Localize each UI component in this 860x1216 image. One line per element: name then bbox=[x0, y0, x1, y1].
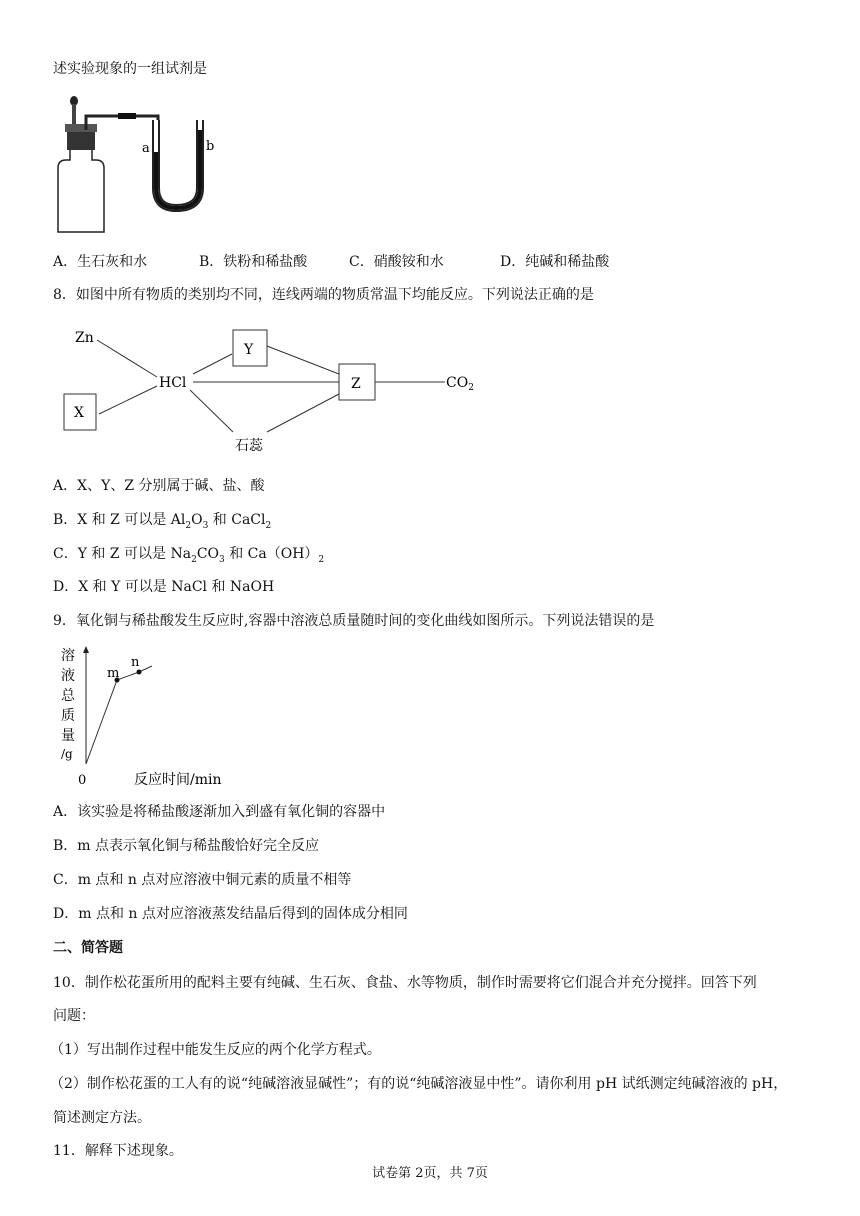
q8-option-d: D．X 和 Y 可以是 NaCl 和 NaOH bbox=[53, 579, 275, 595]
node-zn: Zn bbox=[75, 330, 94, 346]
q10-sub1: （1）写出制作过程中能发生反应的两个化学方程式。 bbox=[50, 1042, 381, 1058]
svg-text:溶: 溶 bbox=[61, 648, 75, 664]
q9-option-c: C．m 点和 n 点对应溶液中铜元素的质量不相等 bbox=[53, 872, 352, 888]
svg-text:总: 总 bbox=[61, 688, 75, 704]
svg-text:/g: /g bbox=[61, 747, 73, 761]
q8-option-b: B．X 和 Z 可以是 $Al_2O_3$ 和 CaCl$_2$ bbox=[53, 512, 272, 531]
q10-sub2-line2: 简述测定方法。 bbox=[53, 1110, 151, 1126]
label-m: m bbox=[107, 666, 120, 681]
bottle-icon bbox=[58, 124, 104, 232]
q9-option-b: B．m 点表示氧化铜与稀盐酸恰好完全反应 bbox=[53, 838, 320, 854]
node-hcl: HCl bbox=[159, 375, 187, 391]
u-tube-icon bbox=[156, 120, 200, 208]
q10-stem-line2: 问题： bbox=[53, 1008, 95, 1024]
q10-sub2-line1: （2）制作松花蛋的工人有的说“纯碱溶液显碱性”；有的说“纯碱溶液显中性”。请你利用 pH 试纸测定纯碱溶液的 pH， bbox=[50, 1076, 788, 1092]
node-x: X bbox=[74, 405, 84, 421]
label-n: n bbox=[131, 655, 140, 670]
node-z: Z bbox=[351, 376, 361, 392]
svg-text:液: 液 bbox=[61, 668, 75, 684]
label-b: b bbox=[206, 139, 215, 154]
q7-option-b: B．铁粉和稀盐酸 bbox=[199, 254, 308, 270]
q9-option-a: A．该实验是将稀盐酸逐渐加入到盛有氧化铜的容器中 bbox=[53, 804, 386, 820]
page-footer: 试卷第 2页，共 7页 bbox=[372, 1166, 488, 1181]
x-axis-label: 反应时间/min bbox=[134, 772, 222, 788]
q7-option-a: A．生石灰和水 bbox=[53, 254, 148, 270]
q9-mass-time-graph bbox=[55, 640, 235, 792]
q7-option-c: C．硝酸铵和水 bbox=[349, 254, 444, 270]
node-litmus: 石蕊 bbox=[235, 438, 263, 454]
q8-option-a: A．X、Y、Z 分别属于碱、盐、酸 bbox=[53, 478, 265, 494]
q7-options bbox=[53, 252, 753, 272]
node-co2: $CO_2$ bbox=[446, 375, 474, 393]
q10-stem-line1: 10．制作松花蛋所用的配料主要有纯碱、生石灰、食盐、水等物质，制作时需要将它们混合并充分搅拌。回答下列 bbox=[53, 975, 757, 991]
point-n bbox=[137, 670, 142, 675]
svg-text:量: 量 bbox=[61, 728, 75, 744]
q8-option-c: C．Y 和 Z 可以是 $Na_2CO_3$ 和 $Ca(OH)_2$ bbox=[53, 546, 325, 565]
q7-stem-tail: 述实验现象的一组试剂是 bbox=[53, 61, 207, 77]
svg-text:质: 质 bbox=[61, 708, 75, 724]
connection-lines bbox=[97, 340, 445, 432]
q9-option-d: D．m 点和 n 点对应溶液蒸发结晶后得到的固体成分相同 bbox=[53, 906, 408, 922]
node-y: Y bbox=[244, 342, 254, 358]
q9-stem: 9．氧化铜与稀盐酸发生反应时,容器中溶液总质量随时间的变化曲线如图所示。下列说法错误的是 bbox=[53, 613, 655, 629]
q7-option-d: D．纯碱和稀盐酸 bbox=[500, 254, 610, 270]
label-a: a bbox=[142, 141, 150, 156]
q8-stem: 8．如图中所有物质的类别均不同，连线两端的物质常温下均能反应。下列说法正确的是 bbox=[53, 287, 594, 303]
q7-apparatus-figure bbox=[50, 90, 230, 240]
y-axis-arrow-icon bbox=[83, 646, 89, 653]
y-axis-label bbox=[61, 647, 76, 761]
section-title: 二、简答题 bbox=[53, 940, 123, 956]
q11-stem: 11．解释下述现象。 bbox=[53, 1143, 183, 1159]
q8-relation-diagram bbox=[55, 322, 485, 462]
origin-label: 0 bbox=[78, 773, 87, 788]
